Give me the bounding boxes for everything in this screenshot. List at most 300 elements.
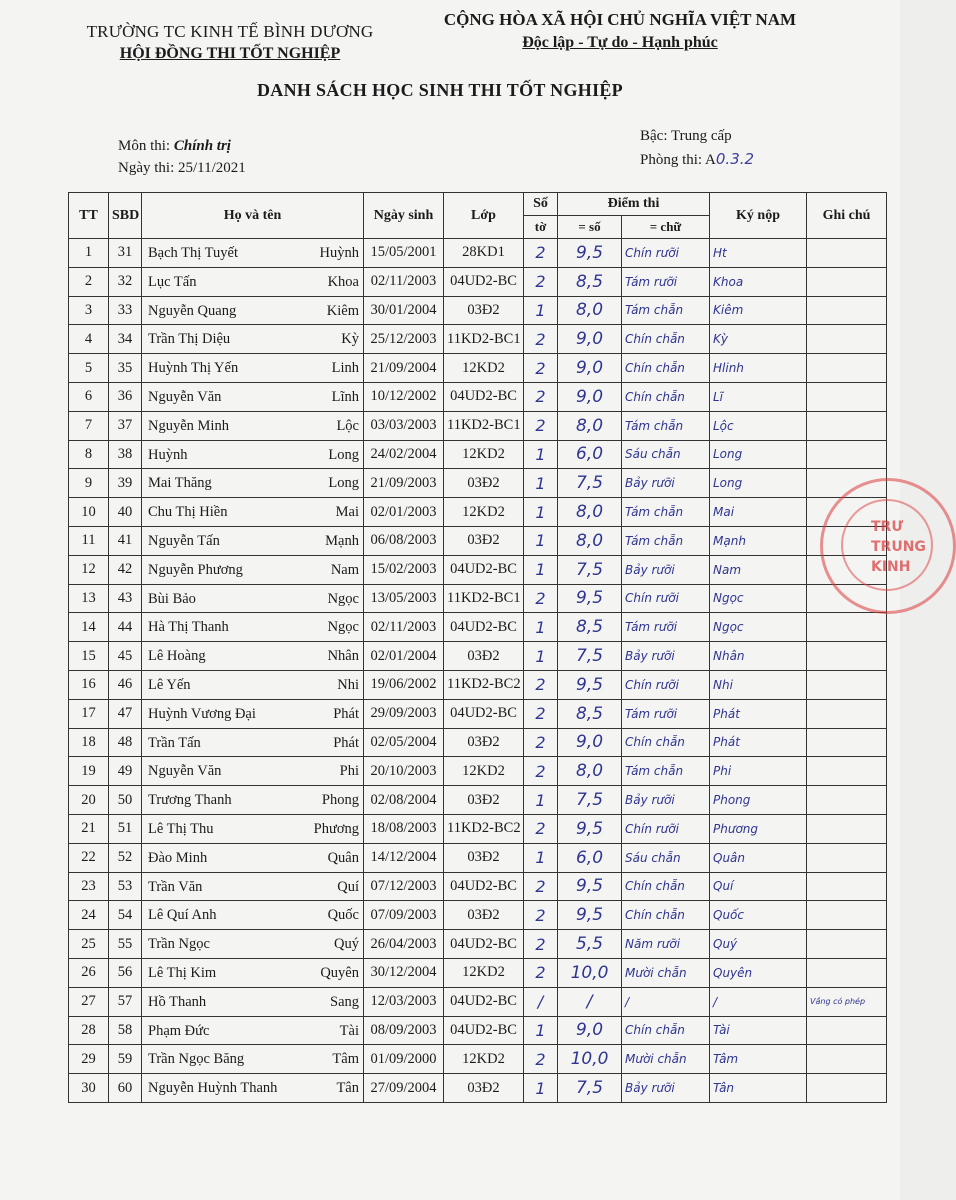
remark-cell [807,843,887,872]
class-code-cell: 03Đ2 [444,901,524,930]
table-row [69,670,887,699]
signature-cell: Phát [710,699,807,728]
signature-cell: / [710,987,807,1016]
date-of-birth-cell: 21/09/2004 [364,354,444,383]
remark-cell [807,872,887,901]
student-name-cell [142,239,364,268]
class-code-cell: 12KD2 [444,354,524,383]
candidate-number-cell: 54 [109,901,142,930]
signature-cell: Quý [710,930,807,959]
date-of-birth-cell: 15/05/2001 [364,239,444,268]
class-code-cell: 12KD2 [444,1045,524,1074]
score-words-cell: Chín rưỡi [622,670,710,699]
candidate-number-cell: 37 [109,411,142,440]
remark-cell [807,901,887,930]
score-number-cell: 8,0 [558,498,622,527]
national-motto: Độc lập - Tự do - Hạnh phúc [522,34,718,51]
room-prefix: A [705,152,716,168]
family-name: Lê Thị Kim [148,964,217,981]
student-name-cell [142,930,364,959]
signature-cell: Long [710,440,807,469]
student-name-cell [142,987,364,1016]
date-of-birth-cell: 02/01/2004 [364,642,444,671]
family-name: Lê Hoàng [148,648,206,665]
signature-cell: Phương [710,814,807,843]
candidate-number-cell: 59 [109,1045,142,1074]
sheet-count-cell: 1 [524,296,558,325]
given-name: Lĩnh [331,388,359,405]
sheet-count-cell: 1 [524,642,558,671]
signature-cell: Phát [710,728,807,757]
score-number-cell: 8,5 [558,267,622,296]
row-number-cell: 26 [69,958,109,987]
school-name: TRƯỜNG TC KINH TẾ BÌNH DƯƠNG [86,22,374,41]
col-name: Họ và tên [142,193,364,239]
room-handwritten: 0.3.2 [715,150,755,168]
table-row [69,267,887,296]
score-number-cell: 7,5 [558,1074,622,1103]
family-name: Nguyễn Phương [148,561,243,578]
date-of-birth-cell: 07/09/2003 [364,901,444,930]
student-name-cell [142,757,364,786]
room-label: Phòng thi: [640,152,703,168]
national-header [430,10,810,52]
sheet-count-cell: 1 [524,498,558,527]
row-number-cell: 10 [69,498,109,527]
table-row [69,786,887,815]
date-of-birth-cell: 03/03/2003 [364,411,444,440]
sheet-count-cell: 2 [524,411,558,440]
remark-cell [807,1016,887,1045]
row-number-cell: 11 [69,526,109,555]
candidate-number-cell: 33 [109,296,142,325]
student-name-cell [142,1074,364,1103]
table-row [69,382,887,411]
row-number-cell: 29 [69,1045,109,1074]
date-of-birth-cell: 24/02/2004 [364,440,444,469]
table-row [69,1016,887,1045]
candidate-number-cell: 34 [109,325,142,354]
given-name: Tài [339,1022,359,1039]
given-name: Phong [321,792,359,809]
score-words-cell: Sáu chẵn [622,440,710,469]
signature-cell: Quốc [710,901,807,930]
student-name-cell [142,786,364,815]
row-number-cell: 5 [69,354,109,383]
sheet-count-cell: 2 [524,325,558,354]
row-number-cell: 23 [69,872,109,901]
score-words-cell: Chín chẵn [622,325,710,354]
score-number-cell: 9,5 [558,872,622,901]
date-of-birth-cell: 29/09/2003 [364,699,444,728]
candidate-number-cell: 38 [109,440,142,469]
date-value: 25/11/2021 [178,160,246,176]
given-name: Linh [331,360,359,377]
sheet-count-cell: / [524,987,558,1016]
score-words-cell: Chín rưỡi [622,584,710,613]
score-words-cell: Tám chẵn [622,411,710,440]
family-name: Nguyễn Huỳnh Thanh [148,1080,278,1097]
candidate-number-cell: 53 [109,872,142,901]
score-words-cell: Tám chẵn [622,526,710,555]
row-number-cell: 14 [69,613,109,642]
sheet-count-cell: 2 [524,757,558,786]
date-of-birth-cell: 26/04/2003 [364,930,444,959]
candidate-number-cell: 48 [109,728,142,757]
signature-cell: Hlinh [710,354,807,383]
family-name: Lê Quí Anh [148,907,217,924]
score-number-cell: 9,5 [558,670,622,699]
candidate-number-cell: 52 [109,843,142,872]
col-note: Ghi chú [807,193,887,239]
sheet-count-cell: 2 [524,239,558,268]
student-name-cell [142,440,364,469]
date-of-birth-cell: 06/08/2003 [364,526,444,555]
remark-cell [807,1074,887,1103]
date-of-birth-cell: 19/06/2002 [364,670,444,699]
candidate-number-cell: 31 [109,239,142,268]
given-name: Quốc [327,907,359,924]
row-number-cell: 15 [69,642,109,671]
candidate-number-cell: 60 [109,1074,142,1103]
candidate-number-cell: 36 [109,382,142,411]
class-code-cell: 12KD2 [444,498,524,527]
date-of-birth-cell: 02/05/2004 [364,728,444,757]
signature-cell: Lộc [710,411,807,440]
given-name: Long [328,475,359,492]
row-number-cell: 13 [69,584,109,613]
score-words-cell: Tám chẵn [622,296,710,325]
candidate-number-cell: 46 [109,670,142,699]
score-words-cell: Tám chẵn [622,498,710,527]
table-row [69,930,887,959]
signature-cell: Tài [710,1016,807,1045]
date-of-birth-cell: 25/12/2003 [364,325,444,354]
signature-cell: Quyên [710,958,807,987]
date-label: Ngày thi: [118,160,175,176]
student-name-cell [142,843,364,872]
candidate-number-cell: 50 [109,786,142,815]
class-code-cell: 12KD2 [444,440,524,469]
score-words-cell: Mười chẵn [622,1045,710,1074]
council-name: HỘI ĐỒNG THI TỐT NGHIỆP [119,45,341,62]
score-number-cell: 9,0 [558,728,622,757]
score-words-cell: Chín chẵn [622,872,710,901]
score-words-cell: Chín rưỡi [622,814,710,843]
remark-cell [807,786,887,815]
sheet-count-cell: 2 [524,584,558,613]
signature-cell: Lĩ [710,382,807,411]
republic-name: CỘNG HÒA XÃ HỘI CHỦ NGHĨA VIỆT NAM [443,10,797,29]
given-name: Nhi [337,676,359,693]
remark-cell [807,1045,887,1074]
signature-cell: Quí [710,872,807,901]
class-code-cell: 11KD2-BC1 [444,584,524,613]
class-code-cell: 03Đ2 [444,642,524,671]
date-of-birth-cell: 12/03/2003 [364,987,444,1016]
candidate-number-cell: 32 [109,267,142,296]
signature-cell: Tân [710,1074,807,1103]
family-name: Huỳnh [148,446,188,463]
table-row [69,757,887,786]
class-code-cell: 04UD2-BC [444,267,524,296]
row-number-cell: 9 [69,469,109,498]
candidate-number-cell: 42 [109,555,142,584]
given-name: Nam [330,561,359,578]
sheet-count-cell: 1 [524,1016,558,1045]
score-words-cell: Bảy rưỡi [622,469,710,498]
student-name-cell [142,872,364,901]
sheet-count-cell: 2 [524,728,558,757]
given-name: Phương [313,820,359,837]
family-name: Hà Thị Thanh [148,619,229,636]
col-dob: Ngày sinh [364,193,444,239]
given-name: Tân [336,1080,359,1097]
family-name: Nguyễn Tấn [148,532,220,549]
seal-text-2: TRUNG [871,539,926,555]
table-row [69,843,887,872]
candidate-number-cell: 57 [109,987,142,1016]
sheet-count-cell: 1 [524,786,558,815]
score-words-cell: Năm rưỡi [622,930,710,959]
signature-cell: Mạnh [710,526,807,555]
sheet-count-cell: 2 [524,354,558,383]
score-number-cell: 8,0 [558,757,622,786]
sheet-count-cell: 1 [524,469,558,498]
col-sheets-top: Số [524,193,558,216]
remark-cell [807,267,887,296]
remark-cell [807,613,887,642]
sheet-count-cell: 1 [524,1074,558,1103]
class-code-cell: 04UD2-BC [444,987,524,1016]
date-of-birth-cell: 02/08/2004 [364,786,444,815]
date-of-birth-cell: 13/05/2003 [364,584,444,613]
row-number-cell: 1 [69,239,109,268]
table-row [69,498,887,527]
score-number-cell: 9,5 [558,901,622,930]
class-code-cell: 03Đ2 [444,786,524,815]
score-number-cell: 9,5 [558,584,622,613]
score-words-cell: Tám rưỡi [622,613,710,642]
score-number-cell: 6,0 [558,843,622,872]
student-name-cell [142,728,364,757]
remark-cell [807,411,887,440]
score-words-cell: Bảy rưỡi [622,642,710,671]
date-of-birth-cell: 07/12/2003 [364,872,444,901]
student-name-cell [142,267,364,296]
sheet-count-cell: 1 [524,555,558,584]
table-row [69,469,887,498]
subject-value: Chính trị [173,138,231,154]
score-number-cell: / [558,987,622,1016]
table-row [69,325,887,354]
score-number-cell: 9,5 [558,814,622,843]
col-sheets-bottom: tờ [524,216,558,239]
row-number-cell: 19 [69,757,109,786]
student-name-cell [142,642,364,671]
class-code-cell: 04UD2-BC [444,930,524,959]
score-number-cell: 7,5 [558,786,622,815]
sheet-count-cell: 1 [524,613,558,642]
signature-cell: Khoa [710,267,807,296]
date-of-birth-cell: 21/09/2003 [364,469,444,498]
sheet-count-cell: 2 [524,930,558,959]
signature-cell: Kiêm [710,296,807,325]
student-name-cell [142,526,364,555]
level-line [640,128,732,145]
signature-cell: Nhân [710,642,807,671]
score-number-cell: 7,5 [558,469,622,498]
sheet-count-cell: 2 [524,1045,558,1074]
score-words-cell: Bảy rưỡi [622,786,710,815]
student-name-cell [142,354,364,383]
table-row [69,354,887,383]
sheet-count-cell: 2 [524,872,558,901]
family-name: Nguyễn Minh [148,417,229,434]
date-of-birth-cell: 01/09/2000 [364,1045,444,1074]
candidate-number-cell: 45 [109,642,142,671]
family-name: Lê Yến [148,676,191,693]
class-code-cell: 03Đ2 [444,843,524,872]
given-name: Khoa [327,273,359,290]
class-code-cell: 04UD2-BC [444,613,524,642]
given-name: Phát [333,705,359,722]
subject-line [118,138,231,155]
class-code-cell: 03Đ2 [444,728,524,757]
remark-cell [807,958,887,987]
date-of-birth-cell: 02/01/2003 [364,498,444,527]
date-of-birth-cell: 02/11/2003 [364,267,444,296]
given-name: Quý [334,936,359,953]
sheet-count-cell: 2 [524,267,558,296]
class-code-cell: 04UD2-BC [444,382,524,411]
signature-cell: Phi [710,757,807,786]
col-score-number: = số [558,216,622,239]
score-words-cell: Chín chẵn [622,382,710,411]
given-name: Mai [335,504,359,521]
date-line [118,160,246,177]
col-sbd: SBD [109,193,142,239]
remark-cell [807,814,887,843]
seal-text-1: TRƯ [871,519,904,535]
table-row [69,958,887,987]
class-code-cell: 03Đ2 [444,526,524,555]
score-words-cell: Chín chẵn [622,901,710,930]
score-number-cell: 8,0 [558,296,622,325]
candidate-number-cell: 51 [109,814,142,843]
candidate-number-cell: 40 [109,498,142,527]
col-signature: Ký nộp [710,193,807,239]
table-row [69,239,887,268]
row-number-cell: 17 [69,699,109,728]
score-words-cell: Mười chẵn [622,958,710,987]
row-number-cell: 27 [69,987,109,1016]
seal-text-3: KINH [871,559,911,575]
score-words-cell: Chín chẵn [622,354,710,383]
family-name: Trần Văn [148,878,203,895]
student-name-cell [142,699,364,728]
date-of-birth-cell: 30/01/2004 [364,296,444,325]
table-row [69,555,887,584]
score-number-cell: 8,0 [558,411,622,440]
signature-cell: Ht [710,239,807,268]
given-name: Ngọc [327,619,359,636]
student-name-cell [142,958,364,987]
given-name: Ngọc [327,590,359,607]
score-number-cell: 9,0 [558,325,622,354]
candidate-number-cell: 58 [109,1016,142,1045]
signature-cell: Mai [710,498,807,527]
sheet-count-cell: 2 [524,814,558,843]
family-name: Phạm Đức [148,1022,210,1039]
sheet-count-cell: 2 [524,901,558,930]
candidate-number-cell: 35 [109,354,142,383]
score-words-cell: Sáu chẵn [622,843,710,872]
signature-cell: Nam [710,555,807,584]
student-table-body [69,239,887,1103]
class-code-cell: 11KD2-BC1 [444,325,524,354]
remark-cell [807,728,887,757]
family-name: Trần Tấn [148,734,201,751]
date-of-birth-cell: 15/02/2003 [364,555,444,584]
signature-cell: Ngọc [710,584,807,613]
sheet-count-cell: 1 [524,440,558,469]
given-name: Kỳ [341,331,359,348]
candidate-number-cell: 41 [109,526,142,555]
given-name: Phát [333,734,359,751]
row-number-cell: 21 [69,814,109,843]
student-name-cell [142,670,364,699]
document-title: DANH SÁCH HỌC SINH THI TỐT NGHIỆP [257,80,623,100]
score-words-cell: Chín chẵn [622,728,710,757]
row-number-cell: 30 [69,1074,109,1103]
student-name-cell [142,814,364,843]
score-number-cell: 10,0 [558,958,622,987]
score-number-cell: 9,0 [558,354,622,383]
score-words-cell: Bảy rưỡi [622,1074,710,1103]
given-name: Sang [330,993,359,1010]
class-code-cell: 03Đ2 [444,469,524,498]
candidate-number-cell: 44 [109,613,142,642]
score-words-cell: / [622,987,710,1016]
family-name: Trần Ngọc Băng [148,1051,245,1068]
score-words-cell: Chín rưỡi [622,239,710,268]
table-row [69,642,887,671]
remark-cell [807,699,887,728]
family-name: Nguyễn Văn [148,763,222,780]
remark-cell: Vắng có phép [807,987,887,1016]
row-number-cell: 24 [69,901,109,930]
class-code-cell: 03Đ2 [444,296,524,325]
row-number-cell: 20 [69,786,109,815]
table-row [69,1074,887,1103]
student-name-cell [142,411,364,440]
candidate-number-cell: 43 [109,584,142,613]
remark-cell [807,757,887,786]
row-number-cell: 7 [69,411,109,440]
subject-label: Môn thi: [118,138,171,154]
table-row [69,699,887,728]
sheet-count-cell: 2 [524,958,558,987]
school-seal [820,478,956,614]
family-name: Bạch Thị Tuyết [148,245,238,261]
student-name-cell [142,296,364,325]
class-code-cell: 28KD1 [444,239,524,268]
level-value: Trung cấp [670,128,732,144]
sheet-count-cell: 1 [524,843,558,872]
candidate-number-cell: 47 [109,699,142,728]
class-code-cell: 04UD2-BC [444,1016,524,1045]
